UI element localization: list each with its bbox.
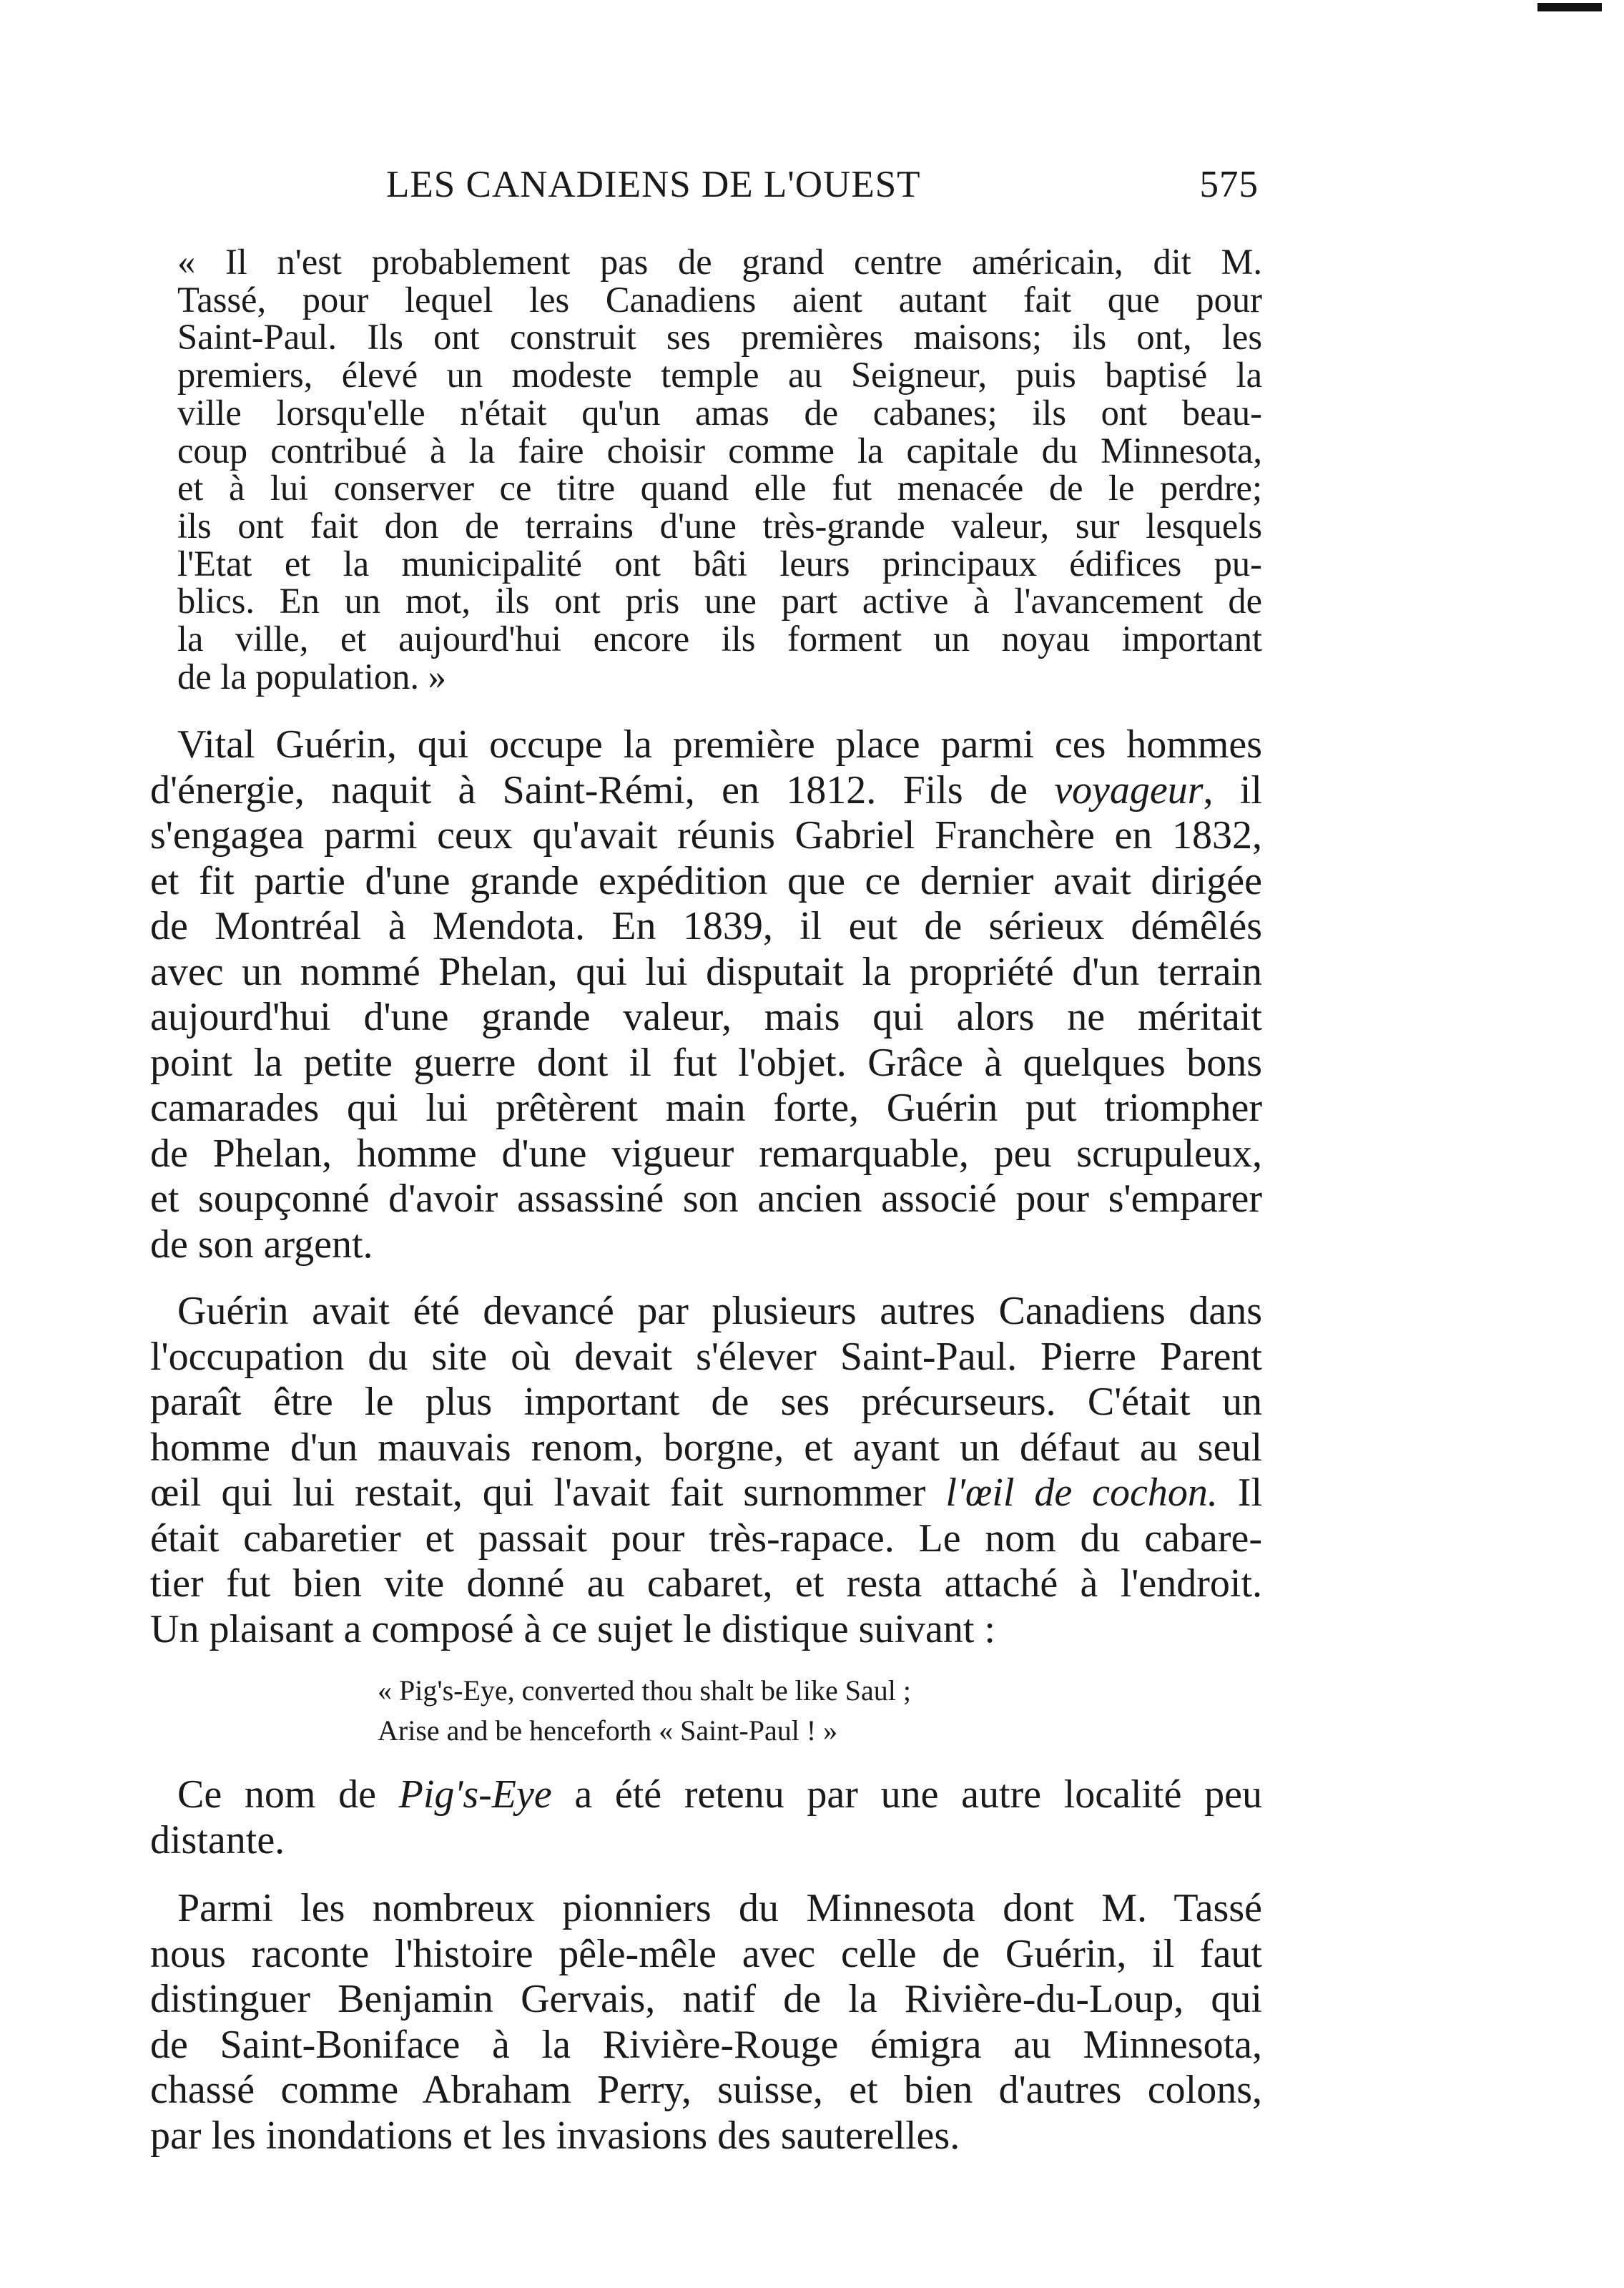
text-line: Parmi les nombreux pionniers du Minnesota dont M. Tassé: [177, 1886, 1262, 1931]
text-line: Vital Guérin, qui occupe la première place parmi ces hommes: [177, 722, 1262, 767]
text-line: coup contribué à la faire choisir comme la capitale du Minnesota,: [177, 430, 1262, 471]
text-line: point la petite guerre dont il fut l'objet. Grâce à quelques bons: [150, 1040, 1262, 1085]
text-line: [150, 1470, 1262, 1516]
text-line: et soupçonné d'avoir assassiné son ancien associé pour s'emparer: [150, 1177, 1262, 1222]
text-line: la ville, et aujourd'hui encore ils forment un noyau important: [177, 619, 1262, 659]
paragraph-vital-guerin: [150, 722, 1262, 1267]
text-line: et à lui conserver ce titre quand elle fut menacée de le perdre;: [177, 468, 1262, 509]
text-line: premiers, élevé un modeste temple au Seigneur, puis baptisé la: [177, 355, 1262, 396]
paragraph-pionniers: [150, 1886, 1262, 2159]
quoted-paragraph: [150, 243, 1262, 695]
text-line: de Phelan, homme d'une vigueur remarquable, peu scrupuleux,: [150, 1131, 1262, 1176]
page-header: [164, 163, 1259, 220]
body-text: [150, 243, 1262, 2159]
verse-line: « Pig's-Eye, converted thou shalt be like Saul ;: [378, 1674, 911, 1707]
text-line: par les inondations et les invasions des sauterelles.: [150, 2113, 960, 2158]
text-line: de la population. »: [177, 656, 446, 697]
text-line: et fit partie d'une grande expédition que ce dernier avait dirigée: [150, 858, 1262, 903]
text-line: homme d'un mauvais renom, borgne, et ayant un défaut au seul: [150, 1425, 1262, 1470]
verse-line: Arise and be henceforth « Saint-Paul ! »: [378, 1714, 838, 1747]
text-line: distinguer Benjamin Gervais, natif de la Rivière-du-Loup, qui: [150, 1977, 1262, 2022]
text-line: Saint-Paul. Ils ont construit ses premières maisons; ils ont, les: [177, 317, 1262, 358]
verse-couplet: [378, 1671, 1262, 1751]
scan-edge-mark: [1537, 3, 1602, 11]
text-line: l'occupation du site où devait s'élever Saint-Paul. Pierre Parent: [150, 1334, 1262, 1379]
paragraph-guerin-devance: [150, 1289, 1262, 1652]
text-line: chassé comme Abraham Perry, suisse, et bien d'autres colons,: [150, 2068, 1262, 2113]
text-line: Guérin avait été devancé par plusieurs autres Canadiens dans: [177, 1289, 1262, 1334]
text-line: avec un nommé Phelan, qui lui disputait la propriété d'un terrain: [150, 949, 1262, 994]
text-line: ils ont fait don de terrains d'une très-grande valeur, sur lesquels: [177, 505, 1262, 546]
text-line: de son argent.: [150, 1222, 373, 1267]
text-line: s'engagea parmi ceux qu'avait réunis Gabriel Franchère en 1832,: [150, 813, 1262, 858]
text-line: tier fut bien vite donné au cabaret, et resta attaché à l'endroit.: [150, 1561, 1262, 1606]
italic-term: Pig's-Eye: [398, 1772, 552, 1817]
text-line: blics. En un mot, ils ont pris une part active à l'avancement de: [177, 581, 1262, 622]
text-run: Ce nom de: [177, 1772, 399, 1817]
text-line: était cabaretier et passait pour très-rapace. Le nom du cabare-: [150, 1516, 1262, 1561]
running-title: LES CANADIENS DE L'OUEST: [386, 164, 921, 205]
text-line: [150, 1772, 1262, 1818]
text-line: camarades qui lui prêtèrent main forte, Guérin put triompher: [150, 1086, 1262, 1131]
italic-term: l'œil de cochon.: [945, 1470, 1218, 1516]
page-number: 575: [1199, 164, 1259, 205]
text-line: Un plaisant a composé à ce sujet le distique suivant :: [150, 1606, 995, 1651]
text-line: distante.: [150, 1817, 285, 1862]
text-run: , il: [1203, 767, 1262, 812]
text-line: ville lorsqu'elle n'était qu'un amas de cabanes; ils ont beau-: [177, 392, 1262, 433]
text-line: « Il n'est probablement pas de grand centre américain, dit M.: [177, 242, 1262, 282]
text-line: aujourd'hui d'une grande valeur, mais qui alors ne méritait: [150, 995, 1262, 1040]
text-line: paraît être le plus important de ses précurseurs. C'était un: [150, 1380, 1262, 1425]
text-line: de Montréal à Mendota. En 1839, il eut de sérieux démêlés: [150, 904, 1262, 949]
text-run: Il: [1217, 1470, 1262, 1516]
italic-term: voyageur: [1054, 767, 1204, 812]
text-line: de Saint-Boniface à la Rivière-Rouge émigra au Minnesota,: [150, 2022, 1262, 2067]
text-run: a été retenu par une autre localité peu: [551, 1772, 1262, 1817]
paragraph-pigs-eye: [150, 1772, 1262, 1863]
text-line: [150, 768, 1262, 814]
text-run: d'énergie, naquit à Saint-Rémi, en 1812. Fils de: [150, 767, 1055, 812]
text-line: l'Etat et la municipalité ont bâti leurs principaux édifices pu-: [177, 543, 1262, 584]
text-line: Tassé, pour lequel les Canadiens aient autant fait que pour: [177, 279, 1262, 320]
text-line: nous raconte l'histoire pêle-mêle avec celle de Guérin, il faut: [150, 1931, 1262, 1976]
text-run: œil qui lui restait, qui l'avait fait surnommer: [150, 1470, 946, 1516]
